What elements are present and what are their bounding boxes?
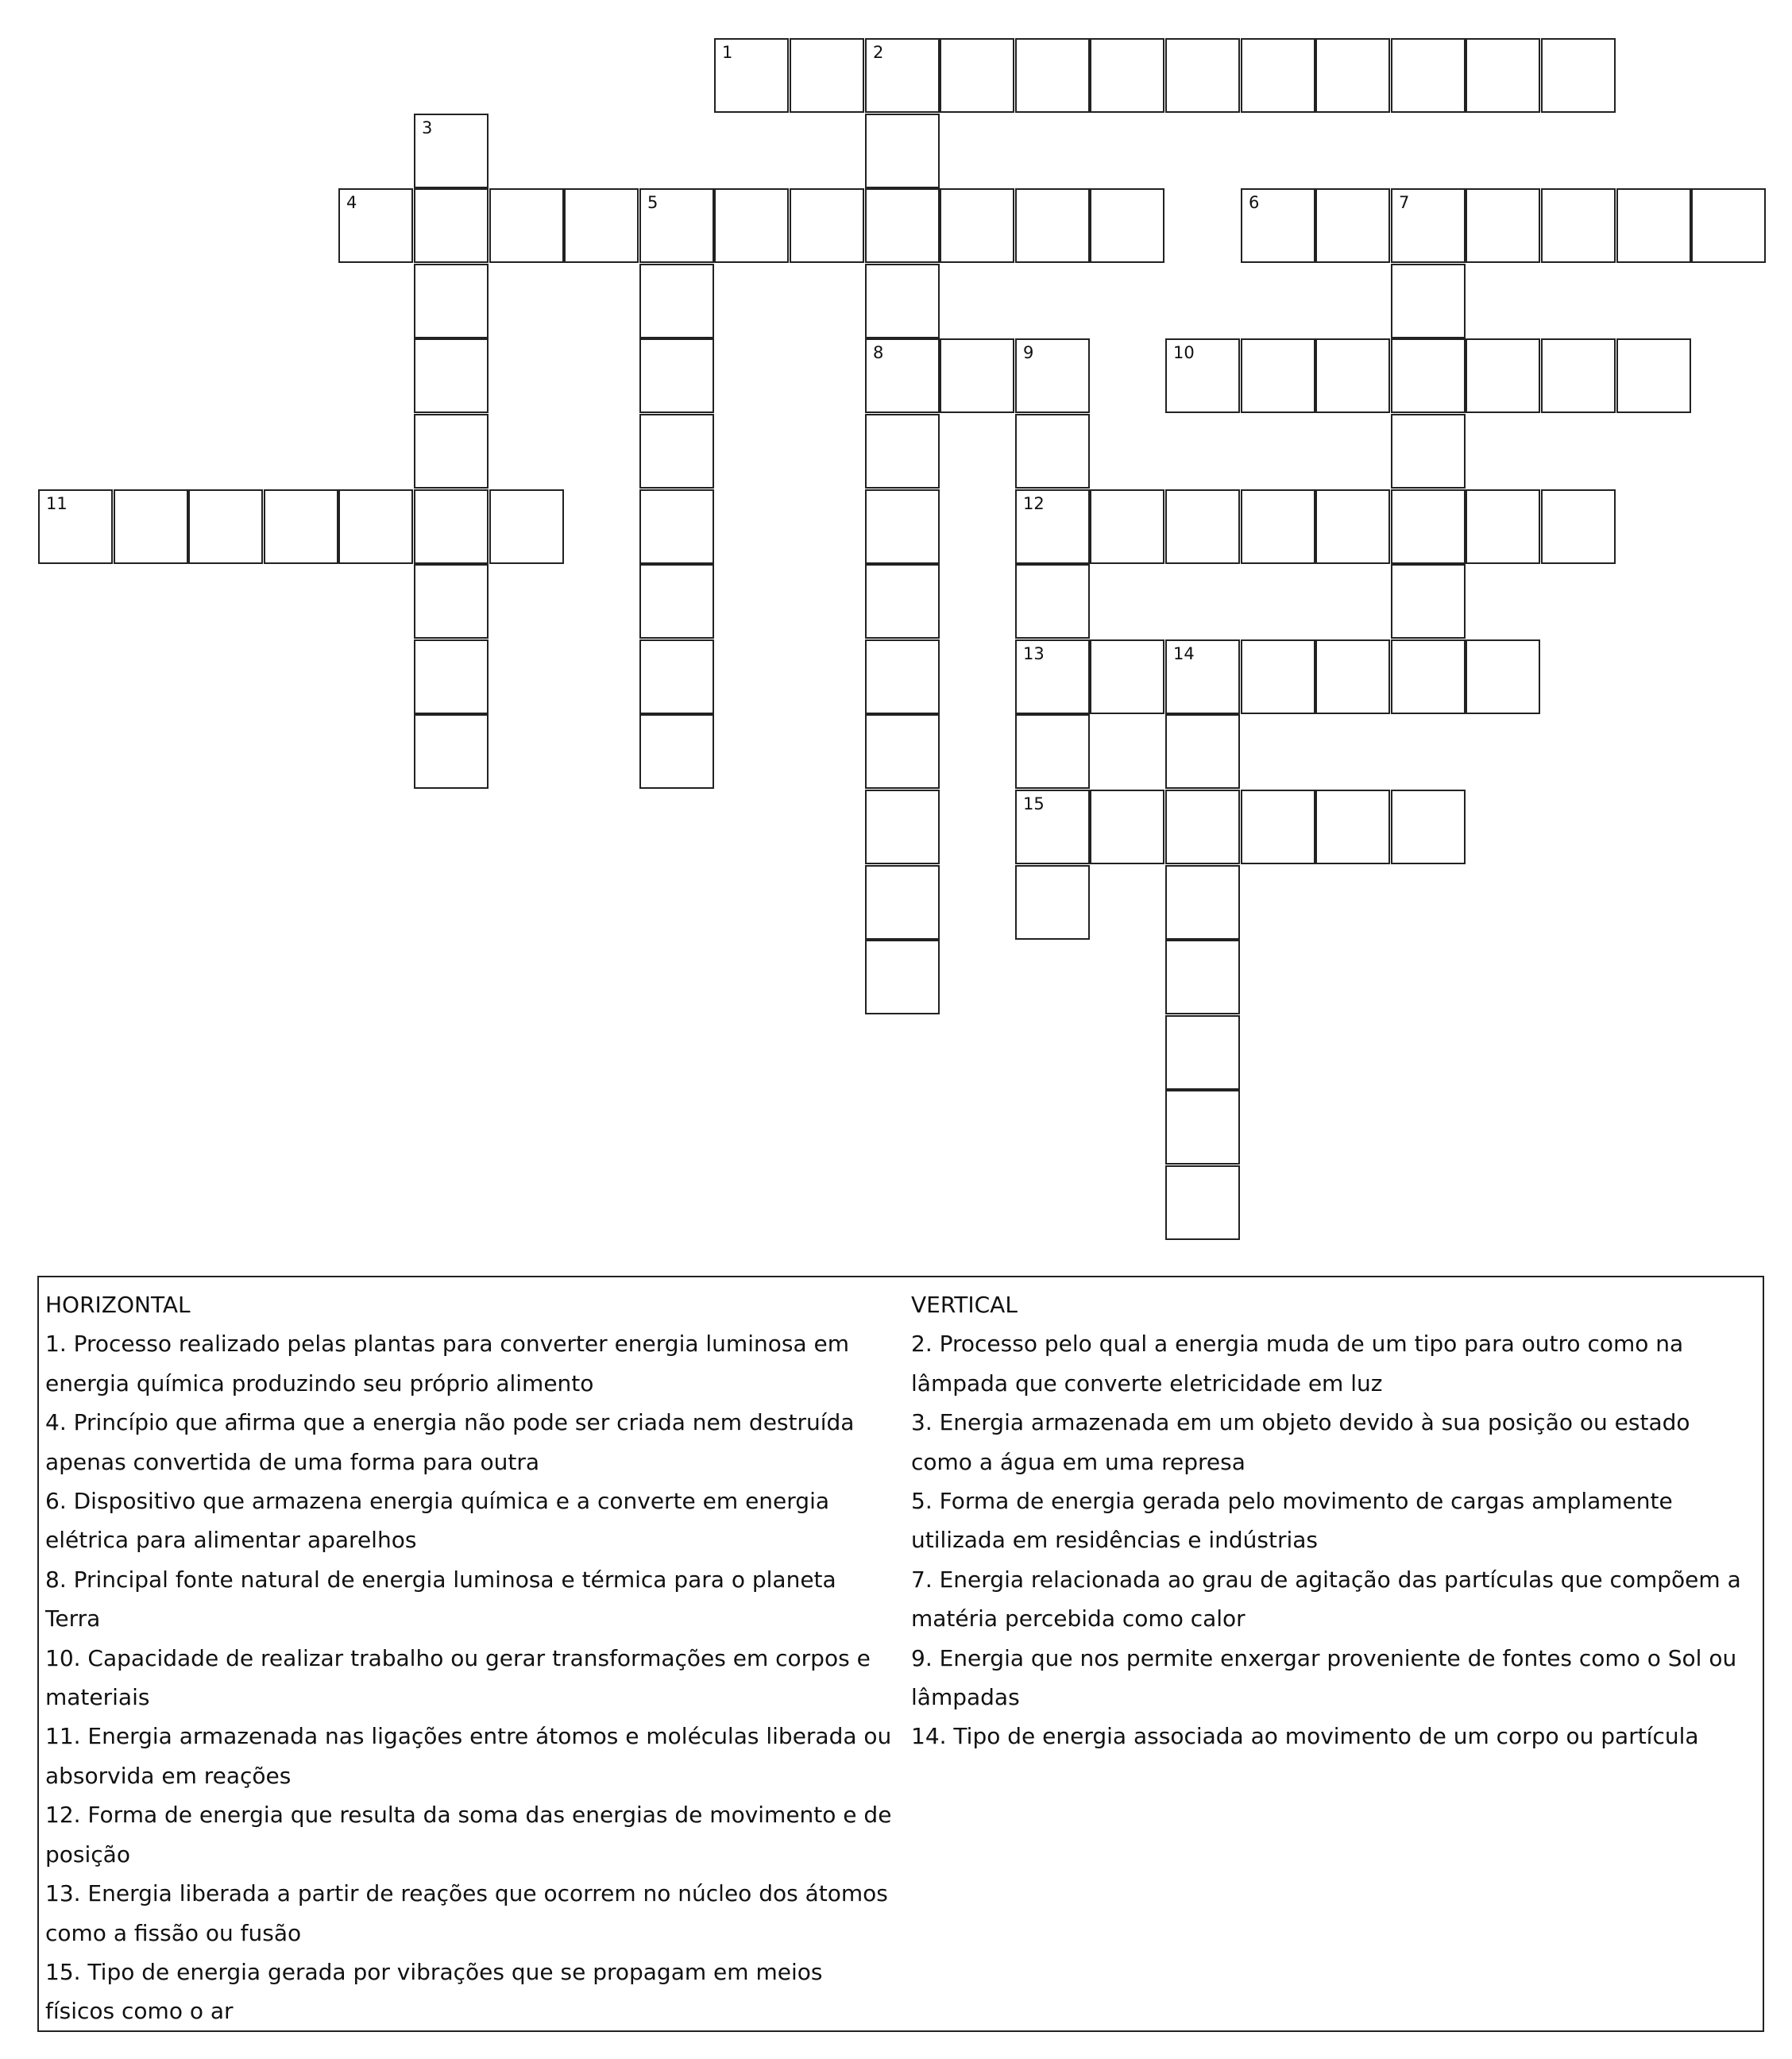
clue-across-4: 4. Princípio que afirma que a energia não pode ser criada nem destruída apenas convertida de uma forma para outra — [45, 1409, 855, 1475]
grid-cell[interactable] — [489, 489, 564, 564]
clue-number-4: 4 — [346, 193, 357, 212]
grid-cell[interactable] — [1165, 940, 1240, 1014]
grid-cell[interactable] — [1090, 489, 1164, 564]
grid-cell[interactable] — [414, 188, 489, 263]
clue-across-12: 12. Forma de energia que resulta da soma das energias de movimento e de posição — [45, 1802, 892, 1868]
clues-box — [37, 1276, 1764, 2032]
grid-cell[interactable] — [114, 489, 188, 564]
clue-number-14: 14 — [1173, 644, 1195, 663]
grid-cell[interactable] — [1015, 489, 1090, 564]
grid-cell[interactable] — [790, 188, 864, 263]
grid-cell[interactable] — [865, 114, 940, 188]
grid-cell[interactable] — [1165, 1165, 1240, 1240]
grid-cell[interactable] — [414, 639, 489, 714]
grid-cell[interactable] — [714, 188, 789, 263]
grid-cell[interactable] — [940, 338, 1014, 413]
grid-cell[interactable] — [264, 489, 338, 564]
clue-number-15: 15 — [1023, 794, 1045, 813]
grid-cell[interactable] — [1165, 1090, 1240, 1165]
grid-cell[interactable] — [1015, 714, 1090, 789]
grid-cell[interactable] — [1241, 38, 1315, 113]
clue-number-5: 5 — [647, 193, 658, 212]
grid-cell[interactable] — [1165, 489, 1240, 564]
grid-cell[interactable] — [1165, 1015, 1240, 1090]
clue-number-8: 8 — [873, 343, 884, 362]
grid-cell[interactable] — [1691, 188, 1766, 263]
grid-cell[interactable] — [414, 264, 489, 338]
clue-number-13: 13 — [1023, 644, 1045, 663]
grid-cell[interactable] — [1466, 338, 1540, 413]
grid-cell[interactable] — [1241, 489, 1315, 564]
grid-cell[interactable] — [1241, 790, 1315, 864]
clue-number-12: 12 — [1023, 494, 1045, 513]
grid-cell[interactable] — [1391, 639, 1466, 714]
grid-cell[interactable] — [714, 38, 789, 113]
clue-number-2: 2 — [873, 43, 884, 62]
grid-cell[interactable] — [1090, 188, 1164, 263]
grid-cell[interactable] — [414, 489, 489, 564]
grid-cell[interactable] — [1466, 489, 1540, 564]
clue-number-3: 3 — [422, 118, 433, 137]
grid-cell[interactable] — [940, 188, 1014, 263]
grid-cell[interactable] — [338, 188, 413, 263]
grid-cell[interactable] — [1015, 188, 1090, 263]
grid-cell[interactable] — [338, 489, 413, 564]
clues-down-column — [911, 1285, 1753, 1756]
grid-cell[interactable] — [414, 114, 489, 188]
grid-cell[interactable] — [865, 489, 940, 564]
grid-cell[interactable] — [1315, 188, 1390, 263]
clue-number-10: 10 — [1173, 343, 1195, 362]
grid-cell[interactable] — [1090, 790, 1164, 864]
grid-cell[interactable] — [639, 188, 714, 263]
grid-cell[interactable] — [1090, 639, 1164, 714]
grid-cell[interactable] — [639, 714, 714, 789]
grid-cell[interactable] — [1315, 489, 1390, 564]
clue-down-7: 7. Energia relacionada ao grau de agitação das partículas que compõem a matéria percebida como calor — [911, 1566, 1741, 1632]
grid-cell[interactable] — [1391, 790, 1466, 864]
clue-down-14: 14. Tipo de energia associada ao movimento de um corpo ou partícula — [911, 1723, 1699, 1750]
across-heading: HORIZONTAL — [45, 1292, 191, 1318]
clue-down-5: 5. Forma de energia gerada pelo movimento de cargas amplamente utilizada em residências e indústrias — [911, 1488, 1673, 1554]
grid-cell[interactable] — [639, 639, 714, 714]
grid-cell[interactable] — [865, 714, 940, 789]
grid-cell[interactable] — [1466, 38, 1540, 113]
clue-across-8: 8. Principal fonte natural de energia luminosa e térmica para o planeta Terra — [45, 1566, 836, 1632]
grid-cell[interactable] — [865, 188, 940, 263]
down-clue-list — [911, 1324, 1753, 1756]
clue-across-13: 13. Energia liberada a partir de reações que ocorrem no núcleo dos átomos como a fissão ou fusão — [45, 1880, 888, 1946]
grid-cell[interactable] — [1015, 639, 1090, 714]
grid-cell[interactable] — [639, 264, 714, 338]
grid-cell[interactable] — [865, 790, 940, 864]
grid-cell[interactable] — [1015, 865, 1090, 940]
clue-down-3: 3. Energia armazenada em um objeto devido à sua posição ou estado como a água em uma represa — [911, 1409, 1690, 1475]
grid-cell[interactable] — [414, 564, 489, 639]
clue-number-6: 6 — [1249, 193, 1260, 212]
grid-cell[interactable] — [1090, 38, 1164, 113]
grid-cell[interactable] — [865, 414, 940, 489]
grid-cell[interactable] — [414, 714, 489, 789]
grid-cell[interactable] — [1391, 188, 1466, 263]
down-heading: VERTICAL — [911, 1292, 1018, 1318]
clue-number-9: 9 — [1023, 343, 1034, 362]
grid-cell[interactable] — [1165, 639, 1240, 714]
grid-cell[interactable] — [865, 564, 940, 639]
grid-cell[interactable] — [1391, 414, 1466, 489]
grid-cell[interactable] — [1466, 639, 1540, 714]
grid-cell[interactable] — [865, 264, 940, 338]
grid-cell[interactable] — [1391, 338, 1466, 413]
grid-cell[interactable] — [1015, 338, 1090, 413]
grid-cell[interactable] — [865, 38, 940, 113]
grid-cell[interactable] — [1241, 188, 1315, 263]
grid-cell[interactable] — [1015, 38, 1090, 113]
grid-cell[interactable] — [1165, 338, 1240, 413]
grid-cell[interactable] — [1315, 38, 1390, 113]
clue-down-2: 2. Processo pelo qual a energia muda de um tipo para outro como na lâmpada que converte eletricidade em luz — [911, 1331, 1684, 1396]
grid-cell[interactable] — [1315, 639, 1390, 714]
grid-cell[interactable] — [639, 414, 714, 489]
clue-down-9: 9. Energia que nos permite enxergar proveniente de fontes como o Sol ou lâmpadas — [911, 1644, 1737, 1711]
grid-cell[interactable] — [1165, 714, 1240, 789]
grid-cell[interactable] — [790, 38, 864, 113]
grid-cell[interactable] — [1391, 264, 1466, 338]
grid-cell[interactable] — [1616, 338, 1691, 413]
clues-across-column — [45, 1285, 892, 2031]
grid-cell[interactable] — [1015, 790, 1090, 864]
grid-cell[interactable] — [414, 338, 489, 413]
grid-cell[interactable] — [865, 338, 940, 413]
clue-number-7: 7 — [1399, 193, 1410, 212]
grid-cell[interactable] — [489, 188, 564, 263]
clue-number-11: 11 — [46, 494, 68, 513]
grid-cell[interactable] — [1015, 414, 1090, 489]
grid-cell[interactable] — [1466, 188, 1540, 263]
grid-cell[interactable] — [1315, 790, 1390, 864]
grid-cell[interactable] — [1165, 38, 1240, 113]
grid-cell[interactable] — [1241, 639, 1315, 714]
grid-cell[interactable] — [1315, 338, 1390, 413]
grid-cell[interactable] — [865, 865, 940, 940]
grid-cell[interactable] — [38, 489, 113, 564]
grid-cell[interactable] — [1241, 338, 1315, 413]
grid-cell[interactable] — [940, 38, 1014, 113]
grid-cell[interactable] — [414, 414, 489, 489]
grid-cell[interactable] — [564, 188, 639, 263]
clue-across-10: 10. Capacidade de realizar trabalho ou gerar transformações em corpos e materiais — [45, 1644, 871, 1711]
grid-cell[interactable] — [188, 489, 263, 564]
clue-across-1: 1. Processo realizado pelas plantas para converter energia luminosa em energia química produzindo seu próprio alimento — [45, 1331, 850, 1396]
grid-cell[interactable] — [1391, 38, 1466, 113]
grid-cell[interactable] — [1165, 790, 1240, 864]
grid-cell[interactable] — [1015, 564, 1090, 639]
grid-cell[interactable] — [865, 639, 940, 714]
grid-cell[interactable] — [1541, 38, 1616, 113]
grid-cell[interactable] — [639, 489, 714, 564]
grid-cell[interactable] — [865, 940, 940, 1014]
clue-across-6: 6. Dispositivo que armazena energia química e a converte em energia elétrica para alimentar aparelhos — [45, 1488, 829, 1554]
grid-cell[interactable] — [1541, 188, 1616, 263]
clue-number-1: 1 — [722, 43, 733, 62]
grid-cell[interactable] — [1616, 188, 1691, 263]
grid-cell[interactable] — [639, 338, 714, 413]
clue-across-15: 15. Tipo de energia gerada por vibrações que se propagam em meios físicos como o ar — [45, 1958, 823, 2025]
grid-cell[interactable] — [1165, 865, 1240, 940]
clue-across-11: 11. Energia armazenada nas ligações entre átomos e moléculas liberada ou absorvida em reações — [45, 1723, 892, 1789]
grid-cell[interactable] — [1541, 338, 1616, 413]
grid-cell[interactable] — [1541, 489, 1616, 564]
grid-cell[interactable] — [1391, 489, 1466, 564]
across-clue-list — [45, 1324, 892, 2030]
grid-cell[interactable] — [639, 564, 714, 639]
grid-cell[interactable] — [1391, 564, 1466, 639]
